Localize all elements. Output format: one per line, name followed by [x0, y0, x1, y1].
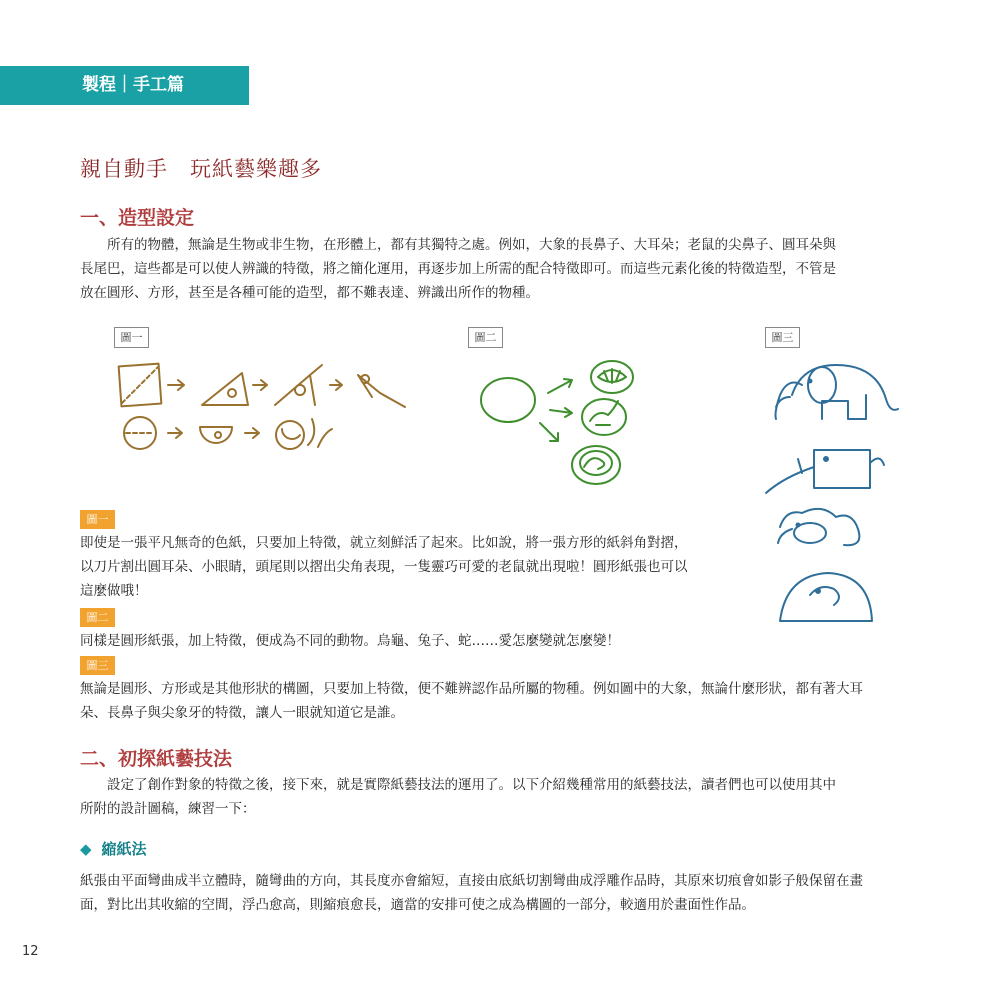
- caption-3: [80, 677, 940, 725]
- figure2-circle-animals-sketch: [478, 355, 648, 485]
- section-heading-2: 二、初探紙藝技法: [80, 748, 233, 770]
- section1-line: 所有的物體，無論是生物或非生物，在形體上，都有其獨特之處。例如，大象的長鼻子、大耳朵；老鼠的尖鼻子、圓耳朵與: [80, 237, 836, 253]
- section1-paragraph: [80, 233, 940, 305]
- subsection-line: 面，對比出其收縮的空間，浮凸愈高，則縮痕愈長，適當的安排可使之成為構圖的一部分，較適用於畫面性作品。: [80, 897, 755, 913]
- subsection-line: 紙張由平面彎曲成半立體時，隨彎曲的方向，其長度亦會縮短，直接由底紙切割彎曲成浮雕作品時，其原來切痕會如影子般保留在畫: [80, 873, 863, 889]
- section2-paragraph: [80, 773, 940, 821]
- page-number: 12: [22, 944, 39, 959]
- caption-2: [80, 629, 750, 653]
- section2-line: 設定了創作對象的特徵之後，接下來，就是實際紙藝技法的運用了。以下介紹幾種常用的紙藝技法，讀者們也可以使用其中: [80, 777, 836, 793]
- section1-line: 放在圓形、方形，甚至是各種可能的造型，都不難表達、辨識出所作的物種。: [80, 285, 539, 301]
- caption1-line: 即使是一張平凡無奇的色紙，只要加上特徵，就立刻鮮活了起來。比如說，將一張方形的紙斜角對摺，: [80, 535, 688, 551]
- section-heading-1: 一、造型設定: [80, 207, 195, 229]
- diamond-icon: ◆: [80, 839, 92, 858]
- caption1-line: 這麼做哦！: [80, 583, 148, 599]
- page-title: 親自動手 玩紙藝樂趣多: [80, 157, 322, 181]
- caption1-line: 以刀片割出圓耳朵、小眼睛，頭尾則以摺出尖角表現，一隻靈巧可愛的老鼠就出現啦！圓形紙張也可以: [80, 559, 688, 575]
- figure3-elephant-variations-sketch: [762, 355, 902, 630]
- chapter-header: 製程｜手工篇: [0, 66, 249, 105]
- subsection-paragraph: [80, 869, 940, 917]
- subsection-title: 縮紙法: [101, 840, 147, 858]
- caption-1: [80, 531, 750, 603]
- figure-tag-2: 圖二: [468, 327, 503, 348]
- figure-badge-3: 圖三: [80, 656, 115, 675]
- figure-tag-3: 圖三: [765, 327, 800, 348]
- figure-tag-1: 圖一: [114, 327, 149, 348]
- caption2-line: 同樣是圓形紙張，加上特徵，便成為不同的動物。烏龜、兔子、蛇……愛怎麼變就怎麼變！: [80, 633, 620, 649]
- caption3-line: 朵、長鼻子與尖象牙的特徵，讓人一眼就知道它是誰。: [80, 705, 404, 721]
- figure-badge-2: 圖二: [80, 608, 115, 627]
- caption3-line: 無論是圓形、方形或是其他形狀的構圖，只要加上特徵，便不難辨認作品所屬的物種。例如圖中的大象，無論什麼形狀，都有著大耳: [80, 681, 863, 697]
- figure-badge-1: 圖一: [80, 510, 115, 529]
- subsection-heading: [80, 838, 147, 859]
- figure1-mouse-folding-sketch: [110, 355, 410, 455]
- section2-line: 所附的設計圖稿，練習一下：: [80, 801, 256, 817]
- section1-line: 長尾巴，這些都是可以使人辨識的特徵，將之簡化運用，再逐步加上所需的配合特徵即可。而這些元素化後的特徵造型，不管是: [80, 261, 836, 277]
